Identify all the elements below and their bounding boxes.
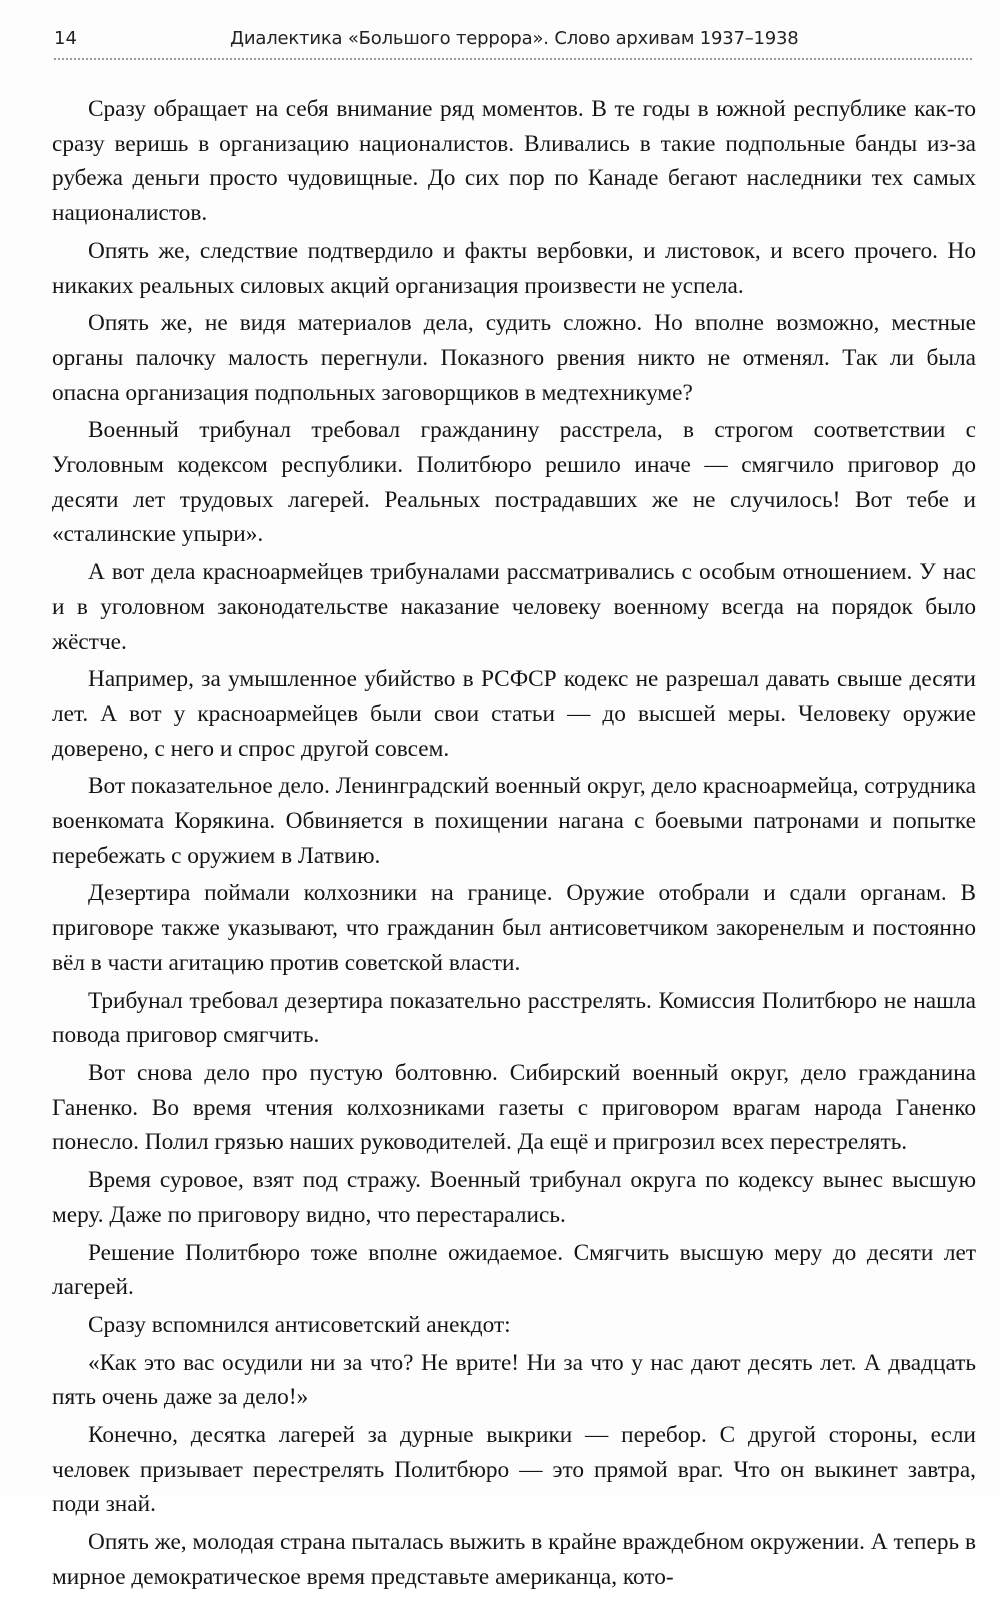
quote-paragraph: «Как это вас осудили ни за что? Не врите! Ни за что у нас дают десять лет. А двадцать пять очень даже за дело!» bbox=[52, 1349, 976, 1411]
paragraph: Опять же, молодая страна пыталась выжить в крайне враждебном окружении. А теперь в мирное демократическое время представьте американца, кото- bbox=[52, 1529, 976, 1590]
header-dotted-rule bbox=[54, 58, 972, 60]
paragraph: Конечно, десятка лагерей за дурные выкрики — перебор. С другой стороны, если человек призывает перестрелять Политбюро — это прямой враг. Что он выкинет завтра, поди знай. bbox=[52, 1422, 976, 1518]
paragraph: Военный трибунал требовал гражданину расстрела, в строгом соответствии с Уголовным кодексом республики. Политбюро решило иначе — смягчило приговор до десяти лет трудовых лагерей. Реальных пострадавших же не случилось! Вот тебе и «сталинские упыри». bbox=[52, 417, 976, 548]
paragraph: Опять же, следствие подтвердило и факты вербовки, и листовок, и всего прочего. Но никаких реальных силовых акций организация произвести не успела. bbox=[52, 237, 976, 299]
paragraph: Опять же, не видя материалов дела, судить сложно. Но вполне возможно, местные органы палочку малость перегнули. Показного рвения никто не отменял. Так ли была опасна организация подпольных заговорщиков в медтехникуме? bbox=[52, 310, 976, 406]
running-head bbox=[54, 22, 972, 58]
paragraph: Вот показательное дело. Ленинградский военный округ, дело красноармейца, сотрудника военкомата Корякина. Обвиняется в похищении нагана с боевыми патронами и попытке перебежать с оружием в Латвию. bbox=[52, 773, 976, 869]
paragraph: Дезертира поймали колхозники на границе. Оружие отобрали и сдали органам. В приговоре также указывают, что гражданин был антисоветчиком закоренелым и постоянно вёл в части агитацию против советской власти. bbox=[52, 880, 976, 976]
paragraph: Время суровое, взят под стражу. Военный трибунал округа по кодексу вынес высшую меру. Даже по приговору видно, что перестарались. bbox=[52, 1167, 976, 1228]
paragraph: Сразу обращает на себя внимание ряд моментов. В те годы в южной республике как-то сразу веришь в организацию националистов. Вливались в такие подпольные банды из-за рубежа деньги просто чудовищные. До сих пор по Канаде бегают наследники тех самых националистов. bbox=[52, 96, 976, 227]
running-title: Диалектика «Большого террора». Слово архивам 1937–1938 bbox=[230, 28, 799, 49]
paragraph: Сразу вспомнился антисоветский анекдот: bbox=[88, 1311, 511, 1338]
body-text bbox=[52, 92, 976, 1598]
page-number: 14 bbox=[54, 28, 77, 49]
paragraph: Например, за умышленное убийство в РСФСР кодекс не разрешал давать свыше десяти лет. А вот у красноармейцев были свои статьи — до высшей меры. Человеку оружие доверено, с него и спрос другой совсем. bbox=[52, 666, 976, 762]
paragraph: Решение Политбюро тоже вполне ожидаемое. Смягчить высшую меру до десяти лет лагерей. bbox=[52, 1239, 976, 1301]
paragraph: Трибунал требовал дезертира показательно расстрелять. Комиссия Политбюро не нашла повода приговор смягчить. bbox=[52, 987, 976, 1049]
paragraph: А вот дела красноармейцев трибуналами рассматривались с особым отношением. У нас и в уголовном законодательстве наказание человеку военному всегда на порядок было жёстче. bbox=[52, 559, 976, 655]
paragraph: Вот снова дело про пустую болтовню. Сибирский военный округ, дело гражданина Ганенко. Во время чтения колхозниками газеты с приговором врагам народа Ганенко понесло. Полил грязью наших руководителей. Да ещё и пригрозил всех перестрелять. bbox=[52, 1059, 976, 1156]
